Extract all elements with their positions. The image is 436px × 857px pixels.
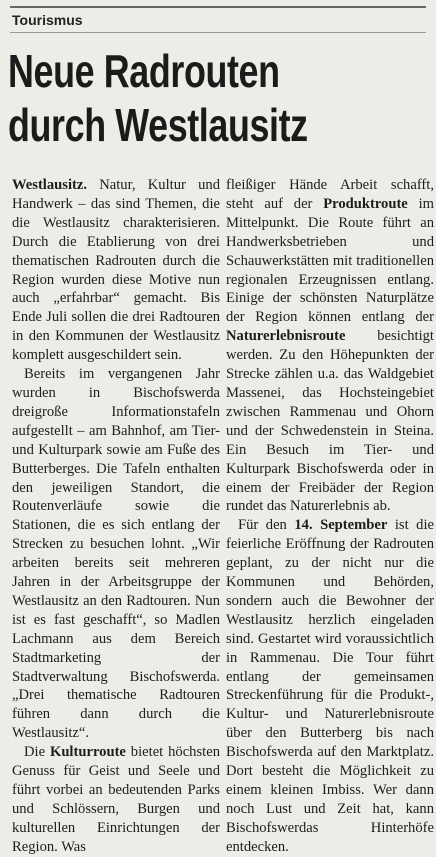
paragraph-routes: fleißiger Hände Arbeit schafft, steht auf der Produktroute im Mittelpunkt. Die Route führt an Handwerksbetrieben und Schauwerkstätten mit traditionellen regionalen Erzeugnissen entlang. Einige der schönsten Naturplätze der Region können entlang der Naturerlebnisroute besichtigt werden. Zu den Höhepunkten der Strecke zählen u.a. das Waldgebiet Massenei, das Hochsteingebiet zwischen Rammenau und Ohorn und der Schwedenstein in Steina. Ein Besuch im Tier- und Kulturpark Bischofswerda oder in einem der Freibäder der Region rundet das Naturerlebnis ab. (226, 177, 434, 515)
section-header-bar (10, 6, 426, 33)
headline-line-1: Neue Radrouten (8, 45, 280, 97)
headline (8, 44, 336, 152)
paragraph-kulturroute: Die Kulturroute bietet höchsten Genuss für Geist und Seele und führt vorbei an bedeutenden Parks und Schlössern, Burgen und kulturellen Einrichtungen der Region. Was (12, 744, 220, 855)
dateline: Westlausitz. (12, 177, 87, 193)
article-column-right (226, 176, 434, 857)
produktroute-term: Produktroute (323, 195, 408, 212)
lead-text: Natur, Kultur und Handwerk – das sind Themen, die die Westlausitz charakterisieren. Durch die Etablierung von drei thematischen Radrouten durch die Region wurden diese Motive nun auch „erfahrbar“ gemacht. Bis Ende Juli sollen die drei Radtouren in den Kommunen der Westlausitz komplett ausgeschildert sein. (12, 177, 220, 364)
kulturroute-term: Kulturroute (49, 744, 126, 761)
paragraph-opening: Für den 14. September ist die feierliche Eröffnung der Radrouten geplant, zu der nicht nur die Kommunen und Behörden, sondern auch die Bewohner der Westlausitz herzlich eingeladen sind. Gestartet wird voraussichtlich in Rammenau. Die Tour führt entlang der gemeinsamen Streckenführung für die Produkt-, Kultur- und Naturerlebnisroute über den Butterberg bis nach Bischofswerda auf den Marktplatz. Dort besteht die Möglichkeit zu einem kleinen Imbiss. Wer dann noch Lust und Zeit hat, kann Bischofswerdas Hinterhöfe entdecken. (226, 517, 434, 855)
opening-date: 14. September (294, 517, 388, 534)
naturerlebnisroute-term: Naturerlebnisroute (226, 328, 346, 345)
headline-line-2: durch Westlausitz (8, 99, 308, 151)
lead-paragraph (12, 176, 220, 365)
paragraph-info-boards: Bereits im vergangenen Jahr wurden in Bischofswerda dreigroße Informationstafeln aufgestellt – am Bahnhof, am Tier- und Kulturpark sowie am Fuße des Butterberges. Die Tafeln enthalten den jeweiligen Standort, die Routenverläufe sowie die Stationen, die es sich entlang der Strecken zu besuchen lohnt. „Wir arbeiten bereits seit mehreren Jahren in der Arbeitsgruppe der Westlausitz an den Radtouren. Nun ist es fast geschafft“, so Madlen Lachmann aus dem Bereich Stadtmarketing der Stadtverwaltung Bischofswerda. „Drei thematische Radtouren führen dann durch die Westlausitz“. (12, 366, 220, 742)
article-column-left (12, 176, 220, 857)
section-label: Tourismus (12, 12, 83, 28)
